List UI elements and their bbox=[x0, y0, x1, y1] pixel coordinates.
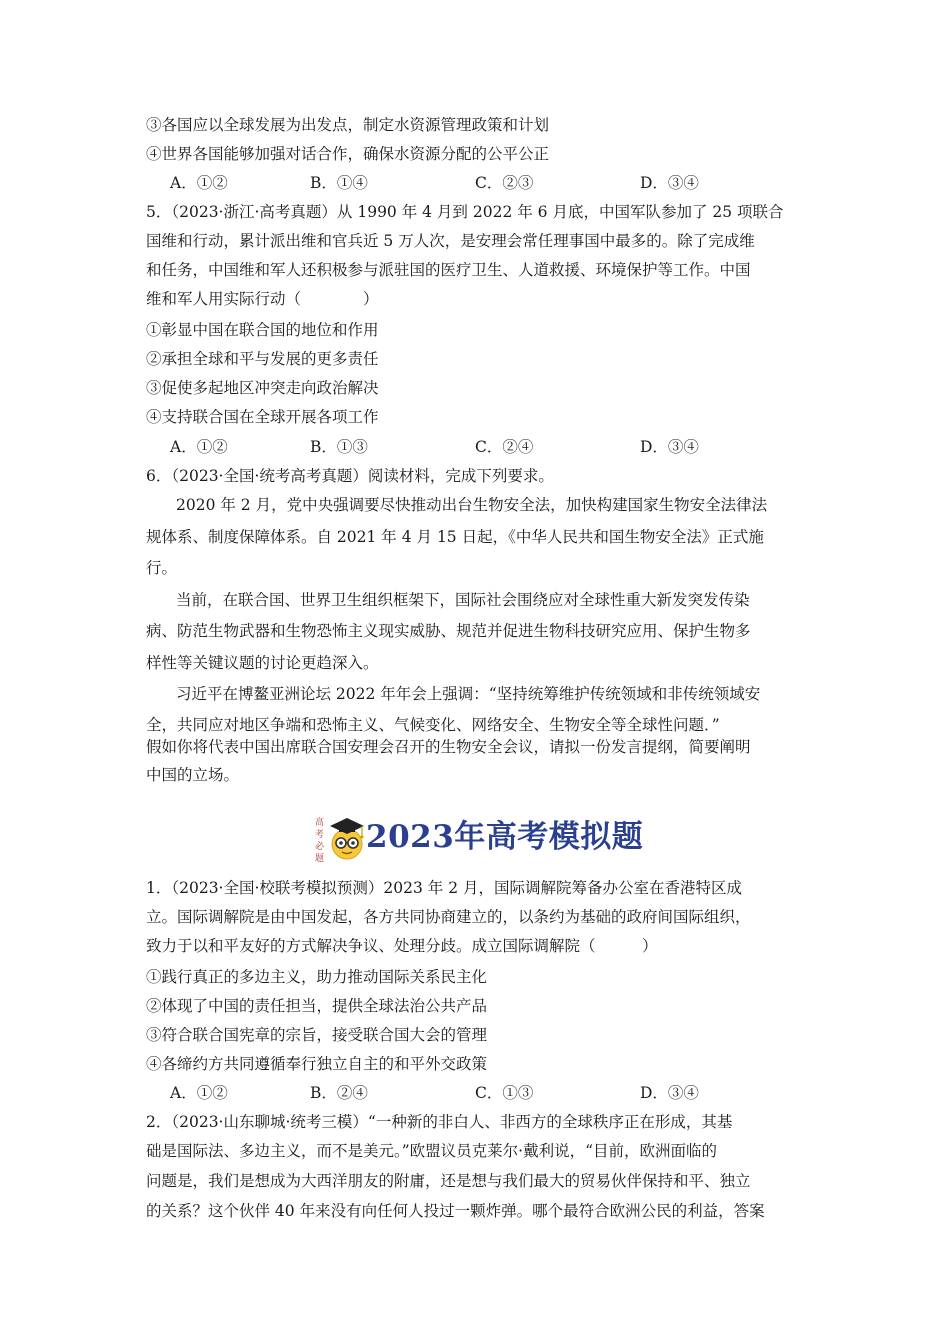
material-paragraph: 病、防范生物武器和生物恐怖主义现实威胁、规范并促进生物科技研究应用、保护生物多 bbox=[146, 622, 751, 640]
option-b: B．①④ bbox=[310, 174, 368, 192]
mock-question-1-stem: 致力于以和平友好的方式解决争议、处理分歧。成立国际调解院（ ） bbox=[146, 937, 658, 955]
mock-question-2-stem: 2．（2023·山东聊城·统考三模）“一种新的非白人、非西方的全球秩序正在形成，其基 bbox=[146, 1113, 733, 1131]
answer-options bbox=[170, 172, 790, 194]
material-paragraph: 全，共同应对地区争端和恐怖主义、气候变化、网络安全、生物安全等全球性问题．” bbox=[146, 716, 720, 734]
material-paragraph: 2020 年 2 月，党中央强调要尽快推动出台生物安全法，加快构建国家生物安全法律法 bbox=[176, 496, 768, 514]
svg-text:考: 考 bbox=[315, 830, 325, 840]
answer-options bbox=[170, 436, 790, 458]
option-a: A．①② bbox=[170, 1084, 228, 1102]
option-d: D．③④ bbox=[640, 174, 699, 192]
svg-text:必: 必 bbox=[315, 842, 325, 852]
material-paragraph: 行。 bbox=[146, 559, 178, 577]
question-6-task: 中国的立场。 bbox=[146, 766, 240, 784]
mock-question-2-stem: 问题是，我们是想成为大西洋朋友的附庸，还是想与我们最大的贸易伙伴保持和平、独立 bbox=[146, 1172, 751, 1190]
mock-question-2-stem: 础是国际法、多边主义，而不是美元。”欧盟议员克莱尔·戴利说，“目前，欧洲面临的 bbox=[146, 1142, 718, 1160]
material-paragraph: 规体系、制度保障体系。自 2021 年 4 月 15 日起，《中华人民共和国生物安全法》正式施 bbox=[146, 528, 764, 546]
option-c: C．①③ bbox=[475, 1084, 534, 1102]
material-paragraph: 当前，在联合国、世界卫生组织框架下，国际社会围绕应对全球性重大新发突发传染 bbox=[176, 591, 750, 609]
option-b: B．②④ bbox=[310, 1084, 368, 1102]
svg-text:高: 高 bbox=[315, 818, 325, 828]
option-line: ②承担全球和平与发展的更多责任 bbox=[146, 350, 379, 368]
mock-question-2-stem: 的关系？这个伙伴 40 年来没有向任何人投过一颗炸弹。哪个最符合欧洲公民的利益，答案 bbox=[146, 1202, 765, 1220]
option-c: C．②④ bbox=[475, 438, 534, 456]
graduate-emoji-icon bbox=[310, 812, 366, 864]
option-line: ②体现了中国的责任担当，提供全球法治公共产品 bbox=[146, 997, 488, 1015]
option-d: D．③④ bbox=[640, 1084, 699, 1102]
answer-options bbox=[170, 1082, 790, 1104]
mock-question-1-stem: 立。国际调解院是由中国发起，各方共同协商建立的，以条约为基础的政府间国际组织， bbox=[146, 908, 751, 926]
question-5-stem: 维和军人用实际行动（ ） bbox=[146, 290, 379, 308]
question-6-header: 6．（2023·全国·统考高考真题）阅读材料，完成下列要求。 bbox=[146, 467, 554, 485]
section-banner bbox=[310, 812, 650, 864]
svg-text:题: 题 bbox=[315, 854, 325, 864]
option-a: A．①② bbox=[170, 174, 228, 192]
option-line: ④世界各国能够加强对话合作，确保水资源分配的公平公正 bbox=[146, 145, 550, 163]
mock-question-1-stem: 1．（2023·全国·校联考模拟预测）2023 年 2 月，国际调解院筹备办公室在香港特区成 bbox=[146, 879, 743, 897]
option-a: A．①② bbox=[170, 438, 228, 456]
question-5-stem: 和任务，中国维和军人还积极参与派驻国的医疗卫生、人道救援、环境保护等工作。中国 bbox=[146, 261, 751, 279]
option-line: ③符合联合国宪章的宗旨，接受联合国大会的管理 bbox=[146, 1026, 488, 1044]
banner-title: 2023年高考模拟题 bbox=[366, 819, 644, 855]
option-b: B．①③ bbox=[310, 438, 368, 456]
question-5-stem: 国维和行动，累计派出维和官兵近 5 万人次，是安理会常任理事国中最多的。除了完成维 bbox=[146, 232, 755, 250]
material-paragraph: 习近平在博鳌亚洲论坛 2022 年年会上强调：“坚持统筹维护传统领域和非传统领域安 bbox=[176, 685, 761, 703]
option-line: ③各国应以全球发展为出发点，制定水资源管理政策和计划 bbox=[146, 116, 550, 134]
option-line: ③促使多起地区冲突走向政治解决 bbox=[146, 379, 379, 397]
question-5-stem: 5．（2023·浙江·高考真题）从 1990 年 4 月到 2022 年 6 月底，中国军队参加了 25 项联合 bbox=[146, 203, 784, 221]
material-paragraph: 样性等关键议题的讨论更趋深入。 bbox=[146, 654, 379, 672]
option-line: ④各缔约方共同遵循奉行独立自主的和平外交政策 bbox=[146, 1055, 488, 1073]
option-line: ①彰显中国在联合国的地位和作用 bbox=[146, 321, 379, 339]
option-c: C．②③ bbox=[475, 174, 534, 192]
option-line: ④支持联合国在全球开展各项工作 bbox=[146, 408, 379, 426]
option-line: ①践行真正的多边主义，助力推动国际关系民主化 bbox=[146, 968, 488, 986]
question-6-task: 假如你将代表中国出席联合国安理会召开的生物安全会议，请拟一份发言提纲，简要阐明 bbox=[146, 738, 751, 756]
option-d: D．③④ bbox=[640, 438, 699, 456]
